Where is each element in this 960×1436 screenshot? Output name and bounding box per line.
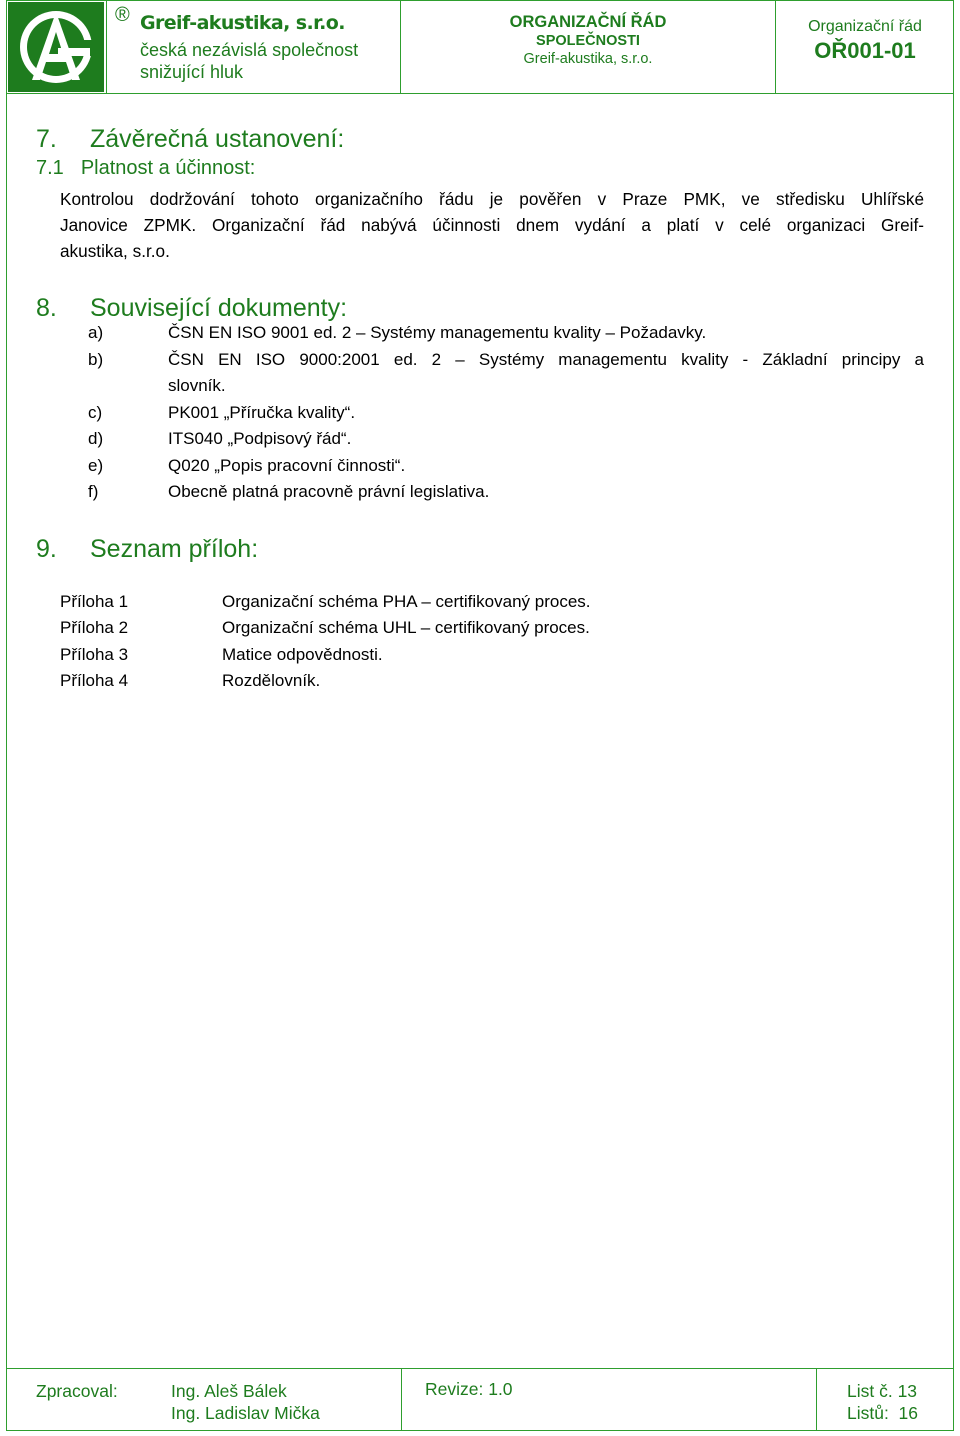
sheets-total: Listů: 16 xyxy=(847,1403,919,1423)
doc-title-line1: ORGANIZAČNÍ ŘÁD xyxy=(509,13,667,31)
document-header xyxy=(6,0,954,94)
section-number: 7. xyxy=(36,125,57,153)
list-letter: c) xyxy=(88,403,103,422)
attachment-label: Příloha 4 xyxy=(60,671,129,690)
list-text: Q020 „Popis pracovní činnosti“. xyxy=(168,456,406,475)
doc-type: Organizační řád xyxy=(808,18,922,35)
validity-paragraph xyxy=(60,186,924,264)
document-footer xyxy=(6,1368,954,1431)
section-title: Související dokumenty: xyxy=(90,294,348,322)
attachment-desc: Rozdělovník. xyxy=(222,671,321,690)
list-letter: a) xyxy=(88,323,104,342)
header-title-cell xyxy=(401,0,776,93)
paragraph-line: Janovice ZPMK. Organizační řád nabývá účinnosti dnem vydání a platí v celé organizaci Greif- xyxy=(60,215,924,235)
list-letter: b) xyxy=(88,350,104,369)
sheet-number: List č. 13 xyxy=(847,1381,918,1401)
author-name: Ing. Aleš Bálek xyxy=(171,1381,287,1401)
list-letter: e) xyxy=(88,456,104,475)
header-company-cell xyxy=(106,0,401,93)
doc-code: OŘ001-01 xyxy=(814,38,916,63)
list-text: ČSN EN ISO 9001 ed. 2 – Systémy managementu kvality – Požadavky. xyxy=(168,323,707,342)
attachment-label: Příloha 1 xyxy=(60,592,129,611)
attachment-label: Příloha 2 xyxy=(60,618,129,637)
tagline-line1: česká nezávislá společnost xyxy=(140,40,359,60)
revision-label: Revize: 1.0 xyxy=(425,1379,513,1399)
doc-title-line3: Greif-akustika, s.r.o. xyxy=(523,51,653,67)
list-text: ITS040 „Podpisový řád“. xyxy=(168,429,352,448)
list-text: Obecně platná pracovně právní legislativa. xyxy=(168,482,490,501)
subsection-7-1-heading xyxy=(36,157,255,180)
list-text: ČSN EN ISO 9000:2001 ed. 2 – Systémy managementu kvality - Základní principy a xyxy=(168,350,924,369)
company-name: Greif-akustika, s.r.o. xyxy=(140,12,345,34)
subsection-title: Platnost a účinnost: xyxy=(80,157,256,179)
section-title: Závěrečná ustanovení: xyxy=(90,125,345,153)
registered-mark: ® xyxy=(115,4,130,26)
tagline-line2: snižující hluk xyxy=(140,62,244,82)
list-letter: d) xyxy=(88,429,104,448)
company-logo xyxy=(8,2,104,92)
list-text-continuation: slovník. xyxy=(168,376,226,395)
attachment-desc: Organizační schéma UHL – certifikovaný proces. xyxy=(222,618,590,637)
subsection-number: 7.1 xyxy=(36,157,64,179)
list-text: PK001 „Příručka kvality“. xyxy=(168,403,356,422)
header-code-cell xyxy=(776,0,954,93)
attachment-desc: Organizační schéma PHA – certifikovaný proces. xyxy=(222,592,591,611)
section-number: 8. xyxy=(36,294,57,322)
footer-divider xyxy=(401,1369,402,1431)
footer-divider xyxy=(816,1369,817,1431)
author-name: Ing. Ladislav Mička xyxy=(171,1403,320,1423)
prepared-label: Zpracoval: xyxy=(36,1381,118,1401)
attachment-label: Příloha 3 xyxy=(60,645,129,664)
attachment-desc: Matice odpovědnosti. xyxy=(222,645,383,664)
doc-title-line2: SPOLEČNOSTI xyxy=(536,33,640,49)
section-number: 9. xyxy=(36,535,57,563)
paragraph-line: Kontrolou dodržování tohoto organizačního řádu je pověřen v Praze PMK, ve středisku Uhlířské xyxy=(60,189,924,209)
section-title: Seznam příloh: xyxy=(90,535,259,563)
paragraph-line: akustika, s.r.o. xyxy=(60,241,170,261)
list-letter: f) xyxy=(88,482,99,501)
